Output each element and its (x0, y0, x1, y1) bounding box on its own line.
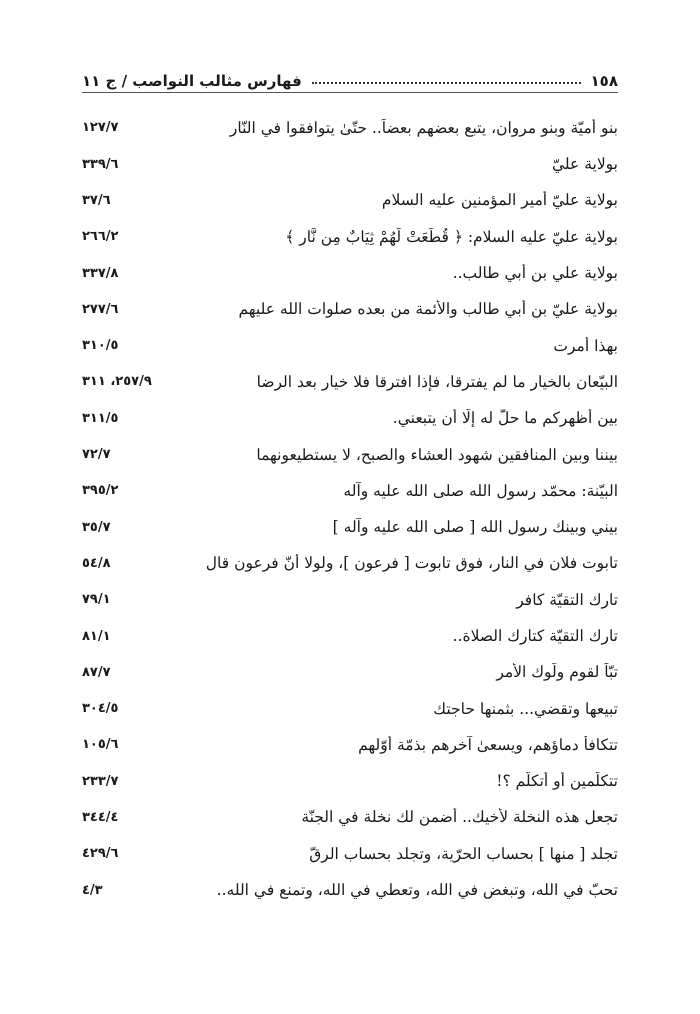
index-entries (82, 110, 618, 909)
index-entry (82, 110, 618, 146)
header-title: فهارس مثالب النواصب / ج ١١ (82, 72, 302, 90)
header-leader-dots (312, 81, 581, 84)
index-entry (82, 654, 618, 690)
entry-reference: ١٢٧/٧ (82, 120, 119, 136)
index-entry (82, 618, 618, 654)
entry-reference: ٨١/١ (82, 628, 111, 644)
entry-reference: ١٠٥/٦ (82, 737, 119, 753)
entry-reference: ٣٥/٧ (82, 519, 111, 535)
entry-text: تارك التقيّة كافر (516, 590, 618, 609)
index-entry (82, 582, 618, 618)
entry-text: بولاية علي بن أبي طالب.. (452, 264, 618, 283)
entry-text: بهذا أُمرت (553, 336, 618, 355)
header-rule (82, 92, 618, 93)
index-entry (82, 800, 618, 836)
entry-reference: ٤/٣ (82, 882, 103, 898)
index-entry (82, 328, 618, 364)
entry-text: البيّنة: محمّد رسول الله صلى الله عليه وآله (343, 481, 618, 500)
entry-reference: ٣٣٧/٨ (82, 265, 119, 281)
entry-reference: ٣٧/٦ (82, 192, 111, 208)
entry-reference: ٢٦٦/٢ (82, 229, 119, 245)
index-entry (82, 400, 618, 436)
entry-text: بيني وبينك رسول الله [ صلى الله عليه وآله ] (332, 518, 618, 537)
entry-reference: ٧٢/٧ (82, 447, 111, 463)
index-entry (82, 691, 618, 727)
index-entry (82, 437, 618, 473)
entry-reference: ٢٧٧/٦ (82, 301, 119, 317)
entry-text: تبّاً لقوم ولّوك الأمر (496, 663, 618, 682)
running-header (82, 58, 618, 90)
entry-reference: ٧٩/١ (82, 592, 111, 608)
entry-text: تجعل هذه النخلة لأخيك.. أضمن لك نخلة في الجنّة (301, 808, 618, 827)
index-entry (82, 546, 618, 582)
entry-reference: ٢٥٧/٩، ٣١١ (82, 374, 152, 390)
entry-reference: ٣٤٤/٤ (82, 809, 119, 825)
index-entry (82, 364, 618, 400)
index-entry (82, 219, 618, 255)
entry-text: بولاية عليّ أمير المؤمنين عليه السلام (381, 191, 618, 210)
entry-reference: ٥٤/٨ (82, 555, 111, 571)
index-entry (82, 836, 618, 872)
page-number: ١٥٨ (590, 72, 618, 90)
index-entry (82, 183, 618, 219)
entry-text: تتكافأ دماؤهم، ويسعىٰ آخرهم بذمّة أوّلهم (358, 735, 618, 754)
entry-text: البيّعان بالخيار ما لم يفترقا، فإذا افترقا فلا خيار بعد الرضا (256, 372, 618, 391)
entry-text: بين أظهركم ما حلّ له إلّا أن يتبعني. (392, 409, 618, 428)
entry-reference: ٣٠٤/٥ (82, 701, 119, 717)
entry-text: تحبّ في الله، وتبغض في الله، وتعطي في الله، وتمنع في الله.. (216, 881, 618, 900)
index-entry (82, 763, 618, 799)
entry-text: بنو أُميّة وبنو مروان، يتبع بعضهم بعضاً.. حتّىٰ يتوافقوا في النّار (229, 118, 618, 137)
entry-text: تارك التقيّة كتارك الصلاة.. (452, 627, 618, 645)
entry-reference: ٤٢٩/٦ (82, 846, 119, 862)
entry-reference: ٣١١/٥ (82, 410, 119, 426)
entry-reference: ٣١٠/٥ (82, 338, 119, 354)
entry-text: تابوت فلان في النار، فوق تابوت [ فرعون ]، ولولا أنّ فرعون قال (205, 554, 618, 573)
index-entry (82, 872, 618, 908)
entry-text: بولاية عليّ عليه السلام: ﴿ قُطِّعَتْ لَهُمْ ثِيَابٌ مِن نَّارٍ ﴾ (285, 227, 618, 246)
entry-reference: ٨٧/٧ (82, 664, 111, 680)
entry-text: بولاية عليّ بن أبي طالب والأئمة من بعده صلوات الله عليهم (238, 300, 618, 319)
index-entry (82, 473, 618, 509)
entry-text: تتكلّمين أو أتكلّم ؟! (496, 772, 618, 791)
index-entry (82, 146, 618, 182)
entry-text: تبيعها وتقضي... بثمنها حاجتك (433, 699, 618, 718)
entry-reference: ٣٩٥/٢ (82, 483, 119, 499)
index-entry (82, 727, 618, 763)
entry-reference: ٣٣٩/٦ (82, 156, 119, 172)
entry-text: تجلد [ منها ] بحساب الحرّية، وتجلد بحساب الرقّ (309, 844, 618, 863)
entry-reference: ٢٣٣/٧ (82, 773, 119, 789)
index-entry (82, 255, 618, 291)
entry-text: بيننا وبين المنافقين شهود العشاء والصبح، لا يستطيعونهما (256, 445, 618, 464)
index-entry (82, 291, 618, 327)
entry-text: بولاية عليّ (551, 155, 618, 174)
index-entry (82, 509, 618, 545)
